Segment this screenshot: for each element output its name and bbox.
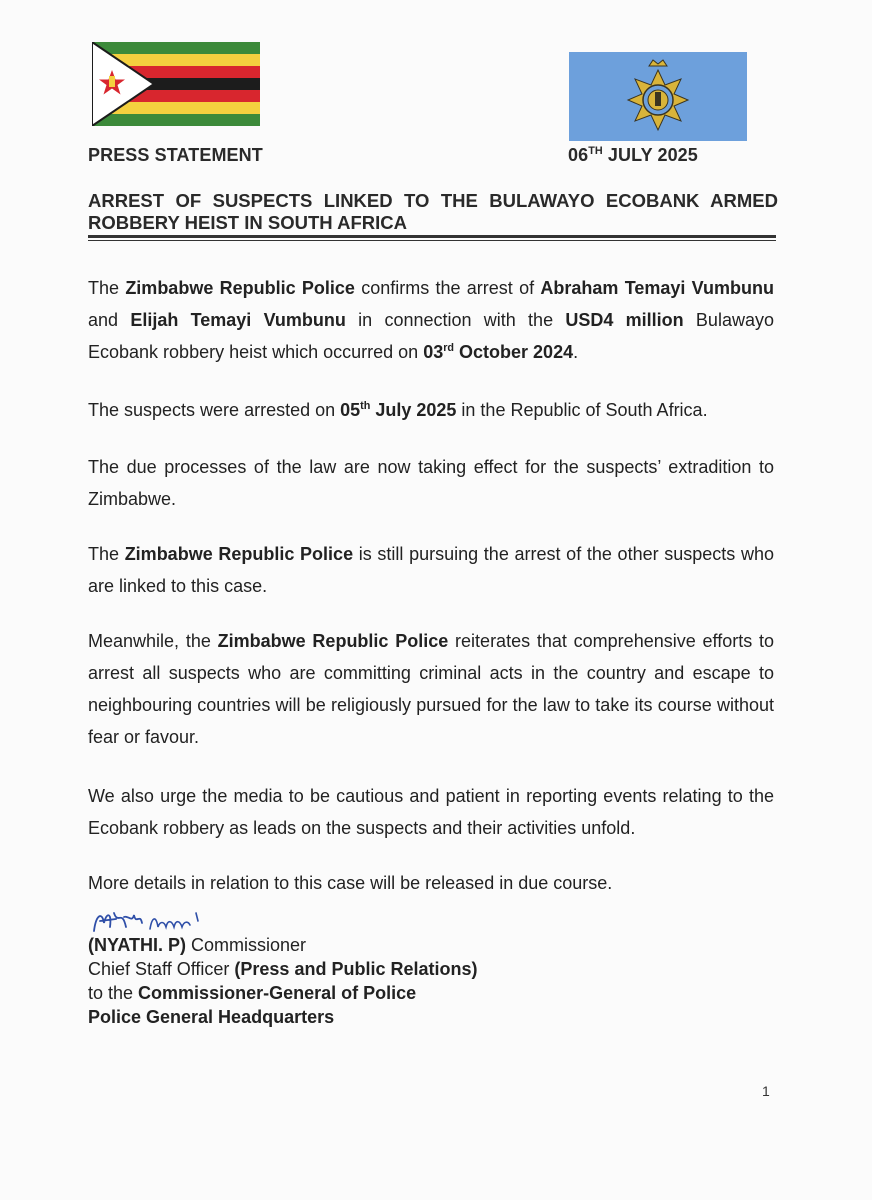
title-underline: [88, 235, 776, 238]
signatory-name-line: (NYATHI. P) Commissioner: [88, 935, 307, 955]
paragraph-other-suspects: The Zimbabwe Republic Police is still pursuing the arrest of the other suspects who are linked to this case.: [88, 544, 774, 596]
page-number: 1: [762, 1083, 770, 1099]
title-underline-thin: [88, 240, 776, 241]
signoff-block: [88, 933, 688, 1029]
paragraph-arrest-date: The suspects were arrested on 05th July 2025 in the Republic of South Africa.: [88, 400, 708, 420]
police-emblem-icon: [569, 52, 747, 141]
title-line-1: ARREST OF SUSPECTS LINKED TO THE BULAWAYO ECOBANK ARMED: [88, 190, 778, 211]
statement-date: 06TH JULY 2025: [568, 145, 698, 165]
zimbabwe-flag-icon: [92, 42, 260, 126]
title-line-2: ROBBERY HEIST IN SOUTH AFRICA: [88, 212, 407, 233]
paragraph-more-details: More details in relation to this case will be released in due course.: [88, 873, 613, 893]
paragraph-media-urge: We also urge the media to be cautious and patient in reporting events relating to the Ecobank robbery as leads on the suspects and their activities unfold.: [88, 786, 774, 838]
paragraph-arrest-confirmation: The Zimbabwe Republic Police confirms the arrest of Abraham Temayi Vumbunu and Elijah Temayi Vumbunu in connection with the USD4 million Bulawayo Ecobank robbery heist which occurred on 03rd October 2024.: [88, 278, 774, 362]
signatory-hq-line: Police General Headquarters: [88, 1007, 335, 1027]
signatory-title-line: Chief Staff Officer (Press and Public Relations): [88, 959, 478, 979]
paragraph-comprehensive-efforts: Meanwhile, the Zimbabwe Republic Police reiterates that comprehensive efforts to arrest all suspects who are committing criminal acts in the country and escape to neighbouring countries will be religiously pursued for the law to take its course without fear or favour.: [88, 631, 774, 747]
paragraph-extradition: The due processes of the law are now taking effect for the suspects’ extradition to Zimbabwe.: [88, 457, 774, 509]
statement-title: [88, 190, 778, 234]
press-statement-label: PRESS STATEMENT: [88, 145, 263, 165]
signatory-office-line: to the Commissioner-General of Police: [88, 983, 417, 1003]
